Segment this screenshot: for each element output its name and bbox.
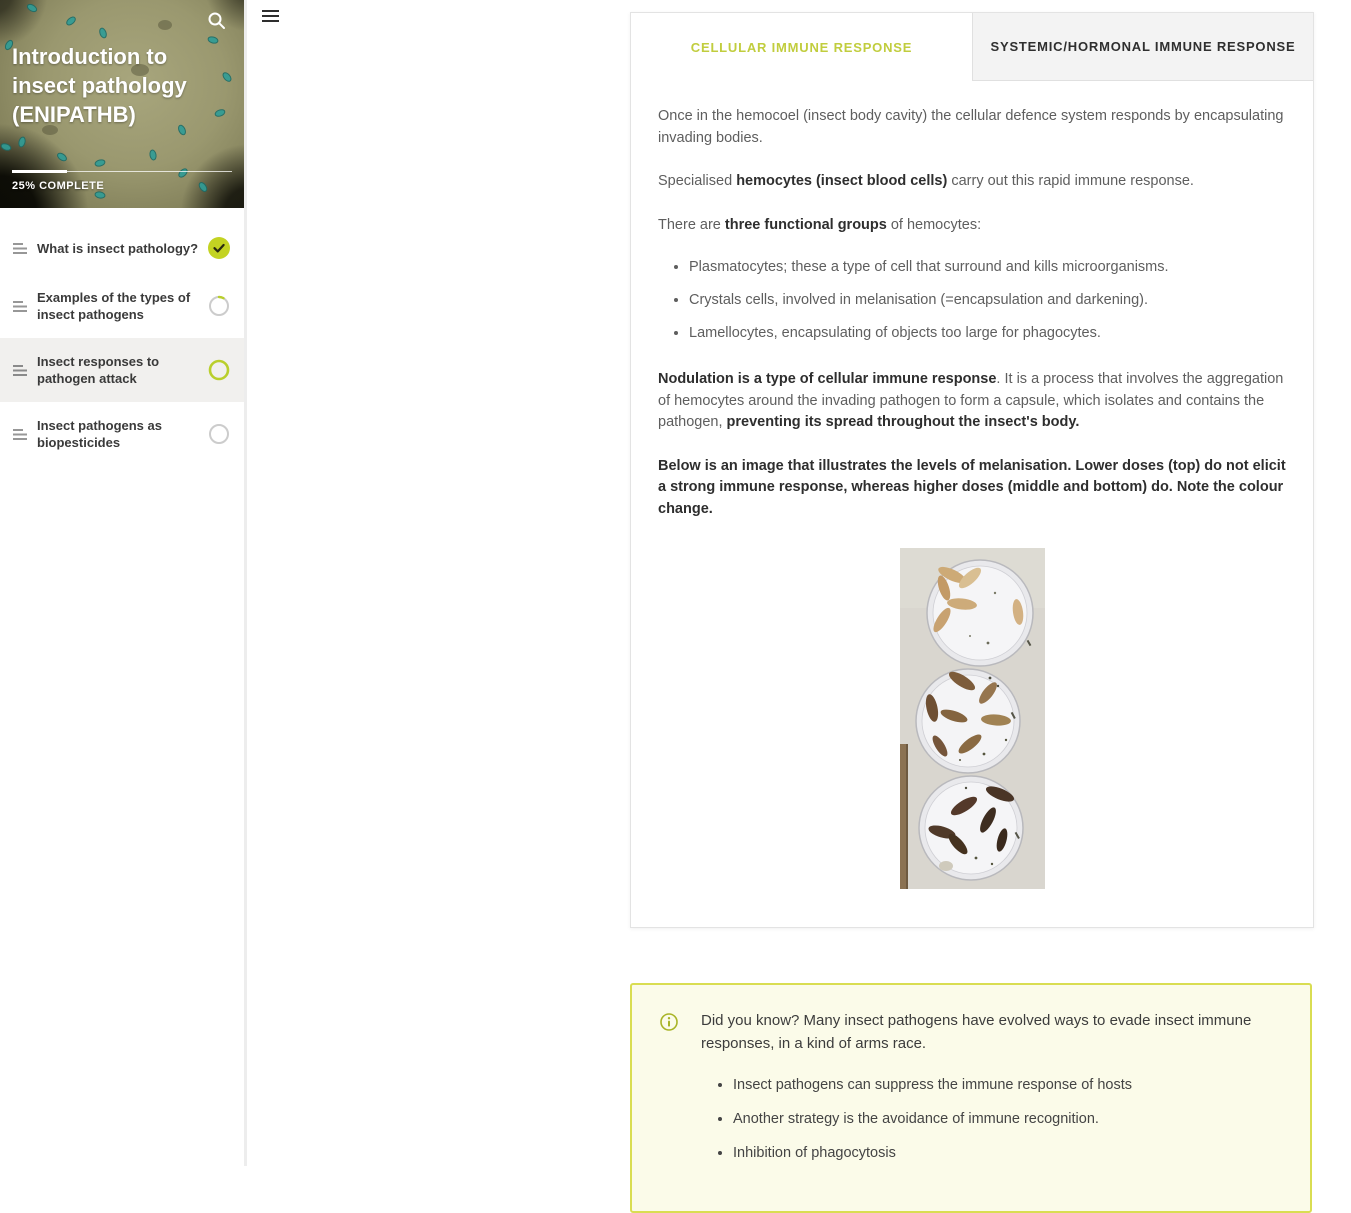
list-item: • Lamellocytes, encapsulating of objects too large for phagocytes. [689,324,1286,343]
paragraph-bold-text: three functional groups [725,217,887,233]
course-sidebar [0,0,247,1166]
lecture-text-content [631,81,1313,894]
callout-intro-text: Did you know? Many insect pathogens have evolved ways to evade insect immune responses, in a kind of arms race. [701,1009,1276,1055]
lecture-main-area [247,0,1351,1166]
callout-body [701,1009,1276,1178]
paragraph-image-caption [658,456,1286,521]
paragraph-text: Below is an image that illustrates the levels of melanisation. Lower doses (top) do not elicit a strong immune response, whereas higher doses (middle and bottom) do. Note the colour change. [658,458,1286,517]
status-complete-icon [208,237,230,259]
sidebar-item-label: What is insect pathology? [37,240,200,257]
paragraph-text: There are [658,217,725,233]
info-icon [660,1013,678,1031]
hemocyte-types-list [658,258,1286,343]
paragraph-bold-text: preventing its spread throughout the insect's body. [727,414,1080,430]
paragraph-functional-groups [658,215,1286,237]
paragraph-bold-text: hemocytes (insect blood cells) [736,173,947,189]
progress-label: 25% COMPLETE [12,180,104,192]
status-in-progress-icon [208,295,230,317]
melanisation-petri-dish-photo [900,548,1045,889]
sidebar-item-insect-responses-to-pathogen-attack[interactable] [0,338,244,402]
list-item: • Crystals cells, involved in melanisation (=encapsulation and darkening). [689,291,1286,310]
lecture-content-card [630,12,1314,928]
text-lecture-icon [12,364,28,377]
hamburger-menu-icon[interactable] [262,10,279,25]
text-lecture-icon [12,300,28,313]
immune-response-tabs [631,13,1313,81]
paragraph-nodulation [658,369,1286,434]
course-header-image [0,0,244,208]
status-not-started-icon [208,423,230,445]
progress-bar [12,171,232,172]
list-item: • Insect pathogens can suppress the immune response of hosts [733,1076,1276,1095]
course-title: Introduction to insect pathology (ENIPATHB) [12,42,222,129]
paragraph-hemocytes [658,171,1286,193]
list-item: • Another strategy is the avoidance of immune recognition. [733,1110,1276,1129]
did-you-know-callout [630,983,1312,1213]
text-lecture-icon [12,242,28,255]
paragraph-text: Once in the hemocoel (insect body cavity) the cellular defence system responds by encapsulating invading bodies. [658,108,1283,146]
list-item: • Inhibition of phagocytosis [733,1144,1276,1163]
sidebar-item-examples-of-insect-pathogens[interactable] [0,274,244,338]
paragraph-bold-text: Nodulation is a type of cellular immune response [658,371,996,387]
paragraph-text: Specialised [658,173,736,189]
sidebar-item-what-is-insect-pathology[interactable] [0,222,244,274]
search-icon[interactable] [207,11,227,31]
list-item: • Plasmatocytes; these a type of cell that surround and kills microorganisms. [689,258,1286,277]
paragraph-text: carry out this rapid immune response. [947,173,1194,189]
sidebar-item-label: Insect pathogens as biopesticides [37,417,200,451]
progress-bar-fill [12,170,67,173]
figure-container [658,548,1286,894]
lecture-nav [0,208,244,466]
sidebar-item-insect-pathogens-as-biopesticides[interactable] [0,402,244,466]
tab-systemic-hormonal-immune-response[interactable]: SYSTEMIC/HORMONAL IMMUNE RESPONSE [972,13,1313,81]
paragraph-hemocoel [658,106,1286,149]
paragraph-text: . It is a process that involves the aggregation of hemocytes around the invading pathogen to form a capsule, which isolates and contains the pathogen, [658,371,1283,430]
paragraph-text: of hemocytes: [887,217,981,233]
callout-list [701,1076,1276,1163]
tab-cellular-immune-response[interactable]: CELLULAR IMMUNE RESPONSE [631,13,972,81]
status-current-icon [208,359,230,381]
sidebar-item-label: Examples of the types of insect pathogens [37,289,200,323]
text-lecture-icon [12,428,28,441]
sidebar-item-label: Insect responses to pathogen attack [37,353,200,387]
